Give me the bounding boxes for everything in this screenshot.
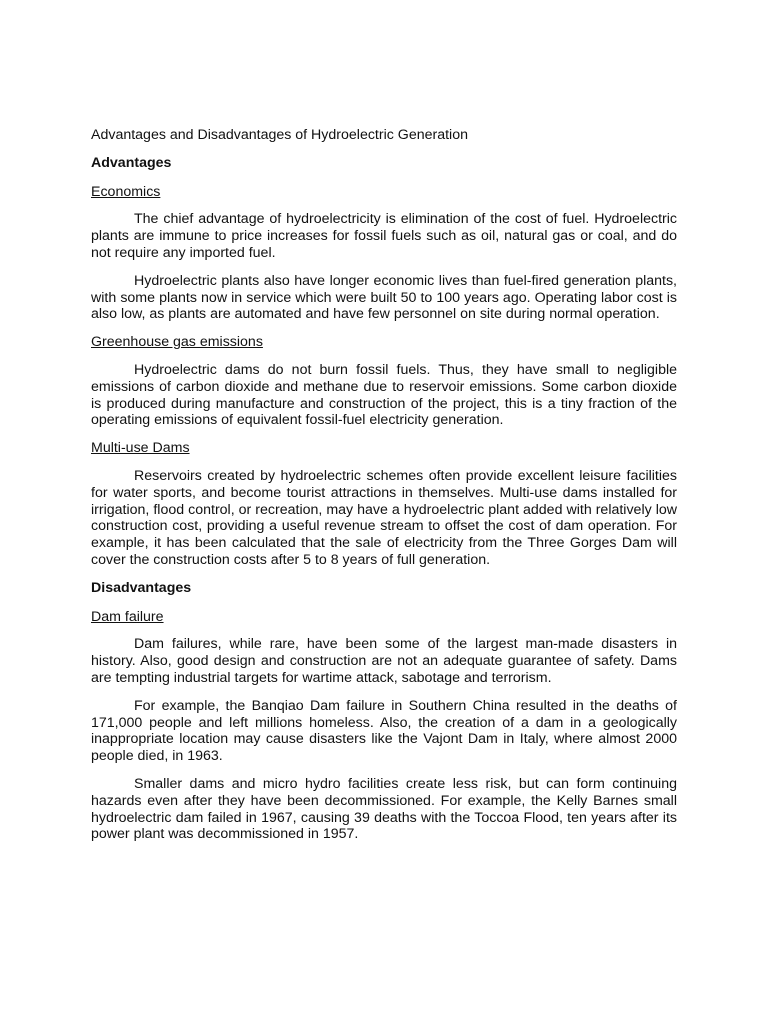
- subsection-greenhouse-gas: [91, 334, 677, 429]
- subsection-economics: [91, 184, 677, 324]
- section-advantages: [91, 155, 677, 569]
- subsection-heading: Dam failure: [91, 608, 164, 625]
- paragraph: Hydroelectric dams do not burn fossil fuels. Thus, they have small to negligible emissions of carbon dioxide and methane due to reservoir emissions. Some carbon dioxide is produced during manufacture and construction of the project, this is a tiny fraction of the operating emissions of equivalent fossil-fuel electricity generation.: [91, 361, 677, 429]
- paragraph: Hydroelectric plants also have longer economic lives than fuel-fired generation plants, with some plants now in service which were built 50 to 100 years ago. Operating labor cost is also low, as plants are automated and have few personnel on site during normal operation.: [91, 272, 677, 323]
- section-heading: Advantages: [91, 154, 172, 171]
- document-title: Advantages and Disadvantages of Hydroelectric Generation: [91, 127, 468, 143]
- paragraph: Dam failures, while rare, have been some of the largest man-made disasters in history. Also, good design and construction are not an adequate guarantee of safety. Dams are tempting industrial targets for wartime attack, sabotage and terrorism.: [91, 636, 677, 686]
- paragraph: Smaller dams and micro hydro facilities create less risk, but can form continuing hazards even after they have been decommissioned. For example, the Kelly Barnes small hydroelectric dam failed in 1967, causing 39 deaths with the Toccoa Flood, ten years after its power plant was decommissioned in 1957.: [91, 775, 677, 843]
- paragraph: The chief advantage of hydroelectricity is elimination of the cost of fuel. Hydroelectric plants are immune to price increases for fossil fuels such as oil, natural gas or coal, and do not require any imported fuel.: [91, 211, 677, 261]
- subsection-multi-use-dams: [91, 440, 677, 569]
- subsection-heading: Greenhouse gas emissions: [91, 334, 263, 351]
- paragraph: For example, the Banqiao Dam failure in Southern China resulted in the deaths of 171,000 people and left millions homeless. Also, the creation of a dam in a geologically inappropriate location may cause disasters like the Vajont Dam in Italy, where almost 2000 people died, in 1963.: [91, 697, 677, 765]
- subsection-heading: Multi-use Dams: [91, 440, 190, 457]
- document-page: [91, 127, 677, 854]
- section-heading: Disadvantages: [91, 579, 192, 596]
- section-disadvantages: [91, 580, 677, 843]
- subsection-heading: Economics: [91, 183, 161, 200]
- subsection-dam-failure: [91, 609, 677, 844]
- paragraph: Reservoirs created by hydroelectric schemes often provide excellent leisure facilities for water sports, and become tourist attractions in themselves. Multi-use dams installed for irrigation, flood control, or recreation, may have a hydroelectric plant added with relatively low construction cost, providing a useful revenue stream to offset the cost of dam operation. For example, it has been calculated that the sale of electricity from the Three Gorges Dam will cover the construction costs after 5 to 8 years of full generation.: [91, 467, 677, 568]
